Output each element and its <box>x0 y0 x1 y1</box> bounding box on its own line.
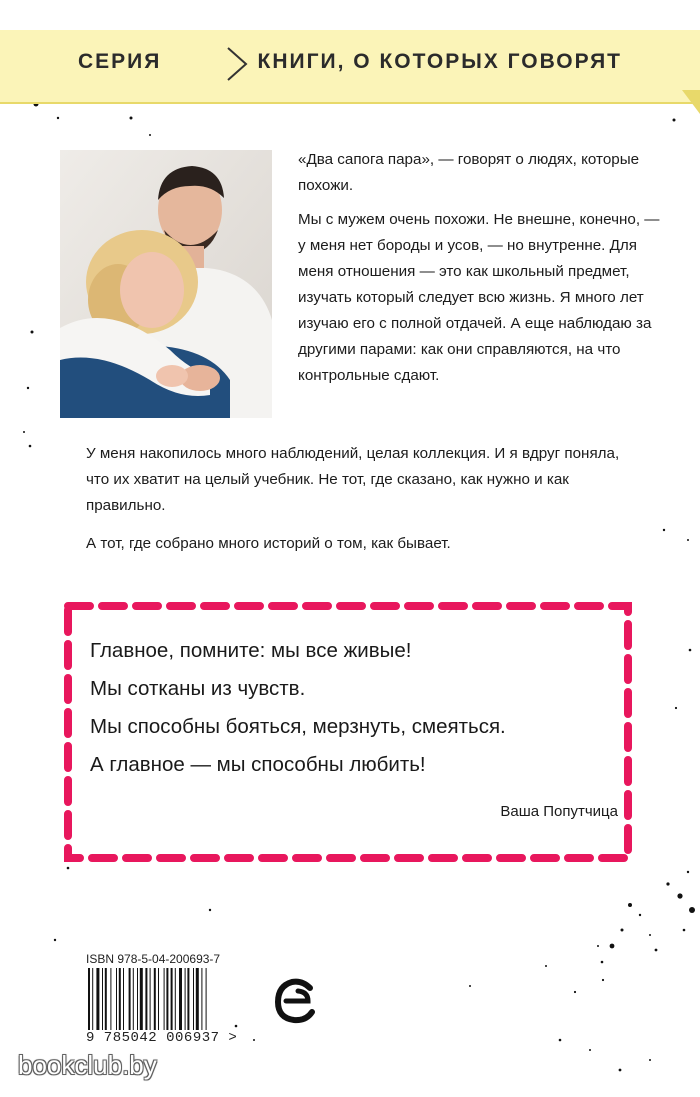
quote-box <box>64 602 632 862</box>
barcode-digits: 9 785042 006937 > <box>86 1030 238 1046</box>
body-paragraph-2: У меня накопилось много наблюдений, целая коллекция. И я вдруг поняла, что их хватит на целый учебник. Не тот, где сказано, как нужно и как правильно. <box>86 445 620 514</box>
series-band <box>0 30 700 104</box>
barcode-icon <box>86 968 242 1030</box>
quote-line: Мы сотканы из чувств. <box>90 677 306 700</box>
body-paragraph-1: Мы с мужем очень похожи. Не внешне, конечно, — у меня нет бороды и усов, — но внутренне. Для меня отношения — это как школьный предмет, изучать который следует всю жизнь. Я много лет изучаю его с полной отдачей. А еще наблюдаю за другими парами: как они справляются, на что контрольные сдают. <box>298 211 660 384</box>
quote-line: А главное — мы способны любить! <box>90 753 426 776</box>
quote-signature: Ваша Попутчица <box>500 803 618 820</box>
quote-lines <box>90 632 630 784</box>
band-corner-fold <box>682 90 700 114</box>
intro-paragraph: «Два сапога пара», — говорят о людях, которые похожи. <box>298 151 640 194</box>
quote-line: Мы способны бояться, мерзнуть, смеяться. <box>90 715 506 738</box>
author-photo <box>60 150 272 418</box>
quote-line: Главное, помните: мы все живые! <box>90 639 412 662</box>
isbn-text: ISBN 978-5-04-200693-7 <box>86 952 221 966</box>
watermark: bookclub.by <box>18 1050 157 1080</box>
body-paragraph-3: А тот, где собрано много историй о том, как бывает. <box>86 535 451 552</box>
eksmo-logo-icon <box>270 974 324 1028</box>
series-label: СЕРИЯ <box>78 50 162 73</box>
series-name: КНИГИ, О КОТОРЫХ ГОВОРЯТ <box>257 50 622 73</box>
author-photo-icon <box>60 150 272 418</box>
chevron-right-icon <box>222 44 252 84</box>
